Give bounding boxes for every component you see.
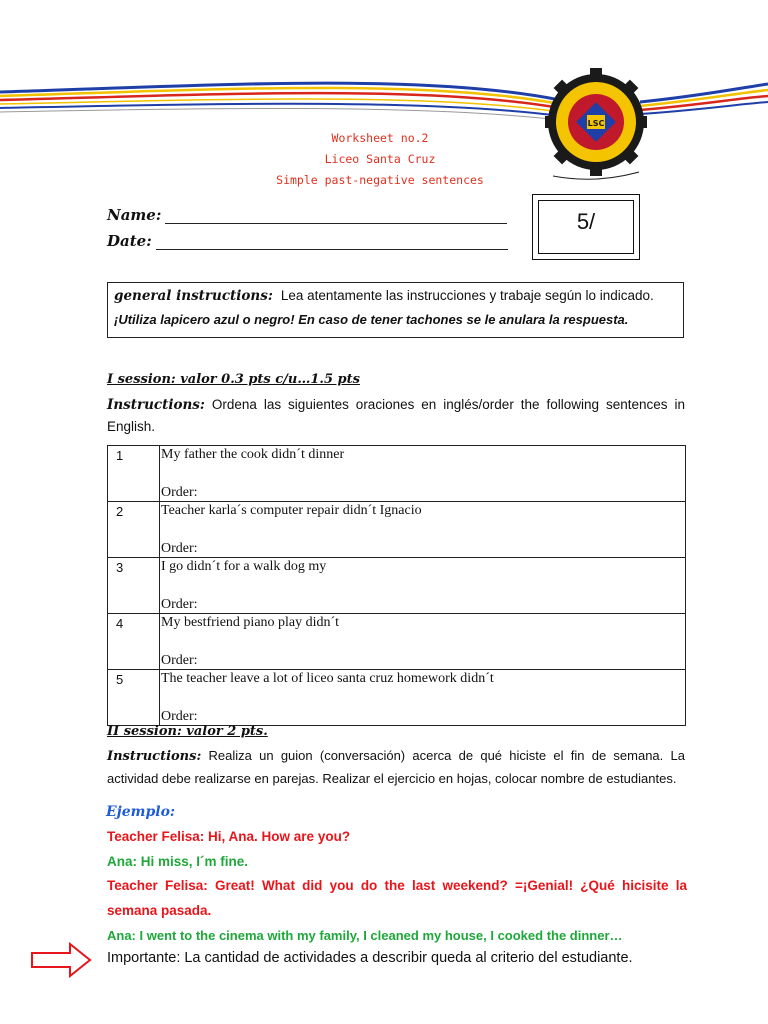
general-instructions-label: general instructions: (114, 288, 273, 304)
school-name: Liceo Santa Cruz (324, 152, 436, 166)
dialogue-line-student-2: Ana: I went to the cinema with my family, I cleaned my house, I cooked the dinner… (107, 928, 623, 943)
session2-instructions-text: Realiza un guion (conversación) acerca de qué hiciste el fin de semana. La actividad debe realizarse en parejas. Realizar el ejercicio en hojas, colocar nombre de estudiantes. (107, 748, 685, 786)
item-cell[interactable] (160, 614, 686, 670)
item-number: 1 (108, 446, 160, 502)
table-row (108, 446, 686, 502)
order-label: Order: (161, 597, 198, 612)
score-value: 5/ (538, 200, 634, 254)
item-sentence: Teacher karla´s computer repair didn´t Ignacio (161, 503, 422, 518)
table-row (108, 502, 686, 558)
worksheet-topic: Simple past-negative sentences (276, 173, 484, 187)
item-cell[interactable] (160, 670, 686, 726)
worksheet-header (250, 128, 510, 191)
order-label: Order: (161, 541, 198, 556)
session1-instructions (107, 394, 685, 437)
item-number: 2 (108, 502, 160, 558)
order-label: Order: (161, 709, 198, 724)
table-row (108, 614, 686, 670)
session2-instructions (107, 745, 685, 790)
ordering-table (107, 445, 686, 726)
name-line[interactable] (165, 209, 507, 224)
arrow-right-icon (30, 942, 92, 978)
session2-title: II session: valor 2 pts. (107, 724, 268, 739)
important-note: Importante: La cantidad de actividades a describir queda al criterio del estudiante. (107, 950, 633, 966)
dialogue-line-student-1: Ana: Hi miss, I´m fine. (107, 854, 249, 869)
item-number: 5 (108, 670, 160, 726)
session1-instructions-label: Instructions: (107, 397, 205, 413)
dialogue-line-teacher-1: Teacher Felisa: Hi, Ana. How are you? (107, 829, 351, 844)
session2-instructions-label: Instructions: (107, 749, 202, 764)
example-title: Ejemplo: (106, 804, 176, 820)
item-number: 3 (108, 558, 160, 614)
date-line[interactable] (156, 235, 508, 250)
item-sentence: The teacher leave a lot of liceo santa cruz homework didn´t (161, 671, 494, 686)
item-cell[interactable] (160, 502, 686, 558)
item-cell[interactable] (160, 558, 686, 614)
worksheet-number: Worksheet no.2 (331, 131, 429, 145)
item-number: 4 (108, 614, 160, 670)
general-instructions-text: Lea atentamente las instrucciones y trabaje según lo indicado. (280, 288, 654, 303)
general-instructions-warning: ¡Utiliza lapicero azul o negro! En caso de tener tachones se le anulara la respuesta. (114, 312, 629, 327)
date-label: Date: (107, 232, 152, 250)
svg-text:LSC: LSC (587, 119, 605, 128)
item-cell[interactable] (160, 446, 686, 502)
session1-title: I session: valor 0.3 pts c/u…1.5 pts (107, 372, 360, 387)
item-sentence: My bestfriend piano play didn´t (161, 615, 340, 630)
table-row (108, 558, 686, 614)
table-row (108, 670, 686, 726)
name-label: Name: (107, 206, 162, 224)
dialogue-line-teacher-2: Teacher Felisa: Great! What did you do the last weekend? =¡Genial! ¿Qué hicisite la semana pasada. (107, 878, 687, 918)
session1-instructions-text: Ordena las siguientes oraciones en inglés/order the following sentences in English. (107, 397, 685, 434)
order-label: Order: (161, 653, 198, 668)
item-sentence: I go didn´t for a walk dog my (161, 559, 327, 574)
date-field[interactable] (107, 232, 508, 250)
decorative-stripes (0, 0, 768, 130)
school-logo (545, 68, 647, 186)
item-sentence: My father the cook didn´t dinner (161, 447, 345, 462)
order-label: Order: (161, 485, 198, 500)
general-instructions-box (107, 282, 684, 338)
name-field[interactable] (107, 206, 507, 224)
